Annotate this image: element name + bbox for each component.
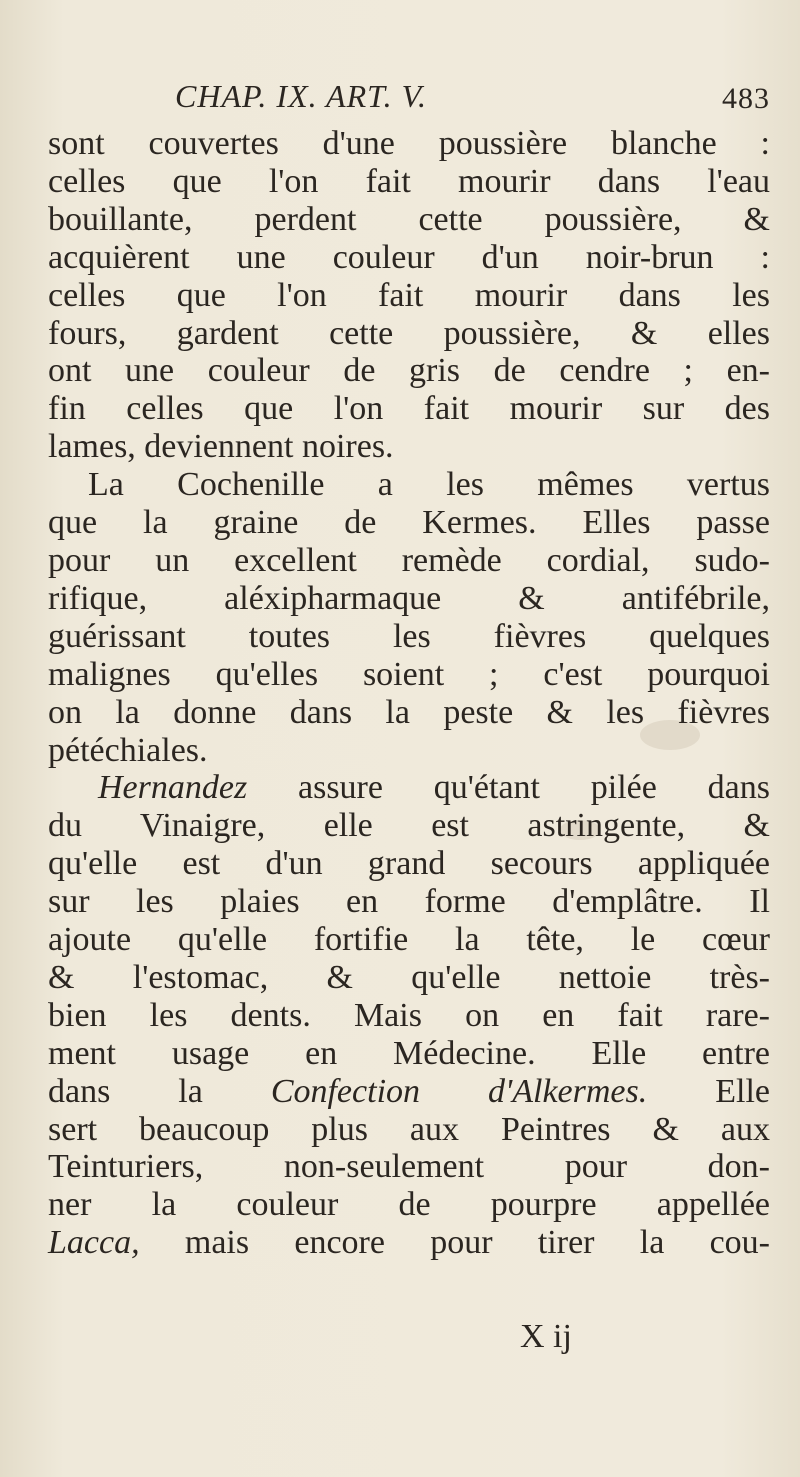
text-line: malignes qu'elles soient ; c'est pourquoi bbox=[48, 655, 770, 693]
text-line: lames, deviennent noires. bbox=[48, 428, 394, 466]
text-line: ajoute qu'elle fortifie la tête, le cœur bbox=[48, 921, 770, 959]
text-line: pétéchiales. bbox=[48, 731, 208, 769]
text-line: qu'elle est d'un grand secours appliquée bbox=[48, 845, 770, 883]
text-line: sert beaucoup plus aux Peintres & aux bbox=[48, 1110, 770, 1148]
text-line: celles que l'on fait mourir dans l'eau bbox=[48, 162, 770, 200]
text-line: celles que l'on fait mourir dans les bbox=[48, 276, 770, 314]
text-line: guérissant toutes les fièvres quelques bbox=[48, 617, 770, 655]
text-line: on la donne dans la peste & les fièvres bbox=[48, 693, 770, 731]
text-line: du Vinaigre, elle est astringente, & bbox=[48, 807, 770, 845]
text-line: dans la Confection d'Alkermes. Elle bbox=[48, 1072, 770, 1110]
text-line: fin celles que l'on fait mourir sur des bbox=[48, 390, 770, 428]
text-line: fours, gardent cette poussière, & elles bbox=[48, 314, 770, 352]
text-line: ment usage en Médecine. Elle entre bbox=[48, 1034, 770, 1072]
page-header bbox=[40, 70, 770, 120]
running-title: CHAP. IX. ART. V. bbox=[175, 78, 427, 114]
body-text bbox=[48, 125, 770, 1262]
text-line: Teinturiers, non-seulement pour don- bbox=[48, 1148, 770, 1186]
page-number: 483 bbox=[722, 82, 770, 115]
text-line: Hernandez assure qu'étant pilée dans bbox=[98, 769, 770, 807]
text-line: La Cochenille a les mêmes vertus bbox=[88, 466, 770, 504]
text-line: pour un excellent remède cordial, sudo- bbox=[48, 541, 770, 579]
text-line: bien les dents. Mais on en fait rare- bbox=[48, 996, 770, 1034]
signature-mark: X ij bbox=[520, 1318, 572, 1355]
text-line: acquièrent une couleur d'un noir-brun : bbox=[48, 238, 770, 276]
text-line: rifique, aléxipharmaque & antifébrile, bbox=[48, 579, 770, 617]
text-line: Lacca, mais encore pour tirer la cou- bbox=[48, 1224, 770, 1262]
text-line: ont une couleur de gris de cendre ; en- bbox=[48, 352, 770, 390]
text-line: & l'estomac, & qu'elle nettoie très- bbox=[48, 958, 770, 996]
text-line: ner la couleur de pourpre appellée bbox=[48, 1186, 770, 1224]
text-line: que la graine de Kermes. Elles passe bbox=[48, 504, 770, 542]
text-line: sont couvertes d'une poussière blanche : bbox=[48, 125, 770, 162]
text-line: sur les plaies en forme d'emplâtre. Il bbox=[48, 883, 770, 921]
text-line: bouillante, perdent cette poussière, & bbox=[48, 200, 770, 238]
